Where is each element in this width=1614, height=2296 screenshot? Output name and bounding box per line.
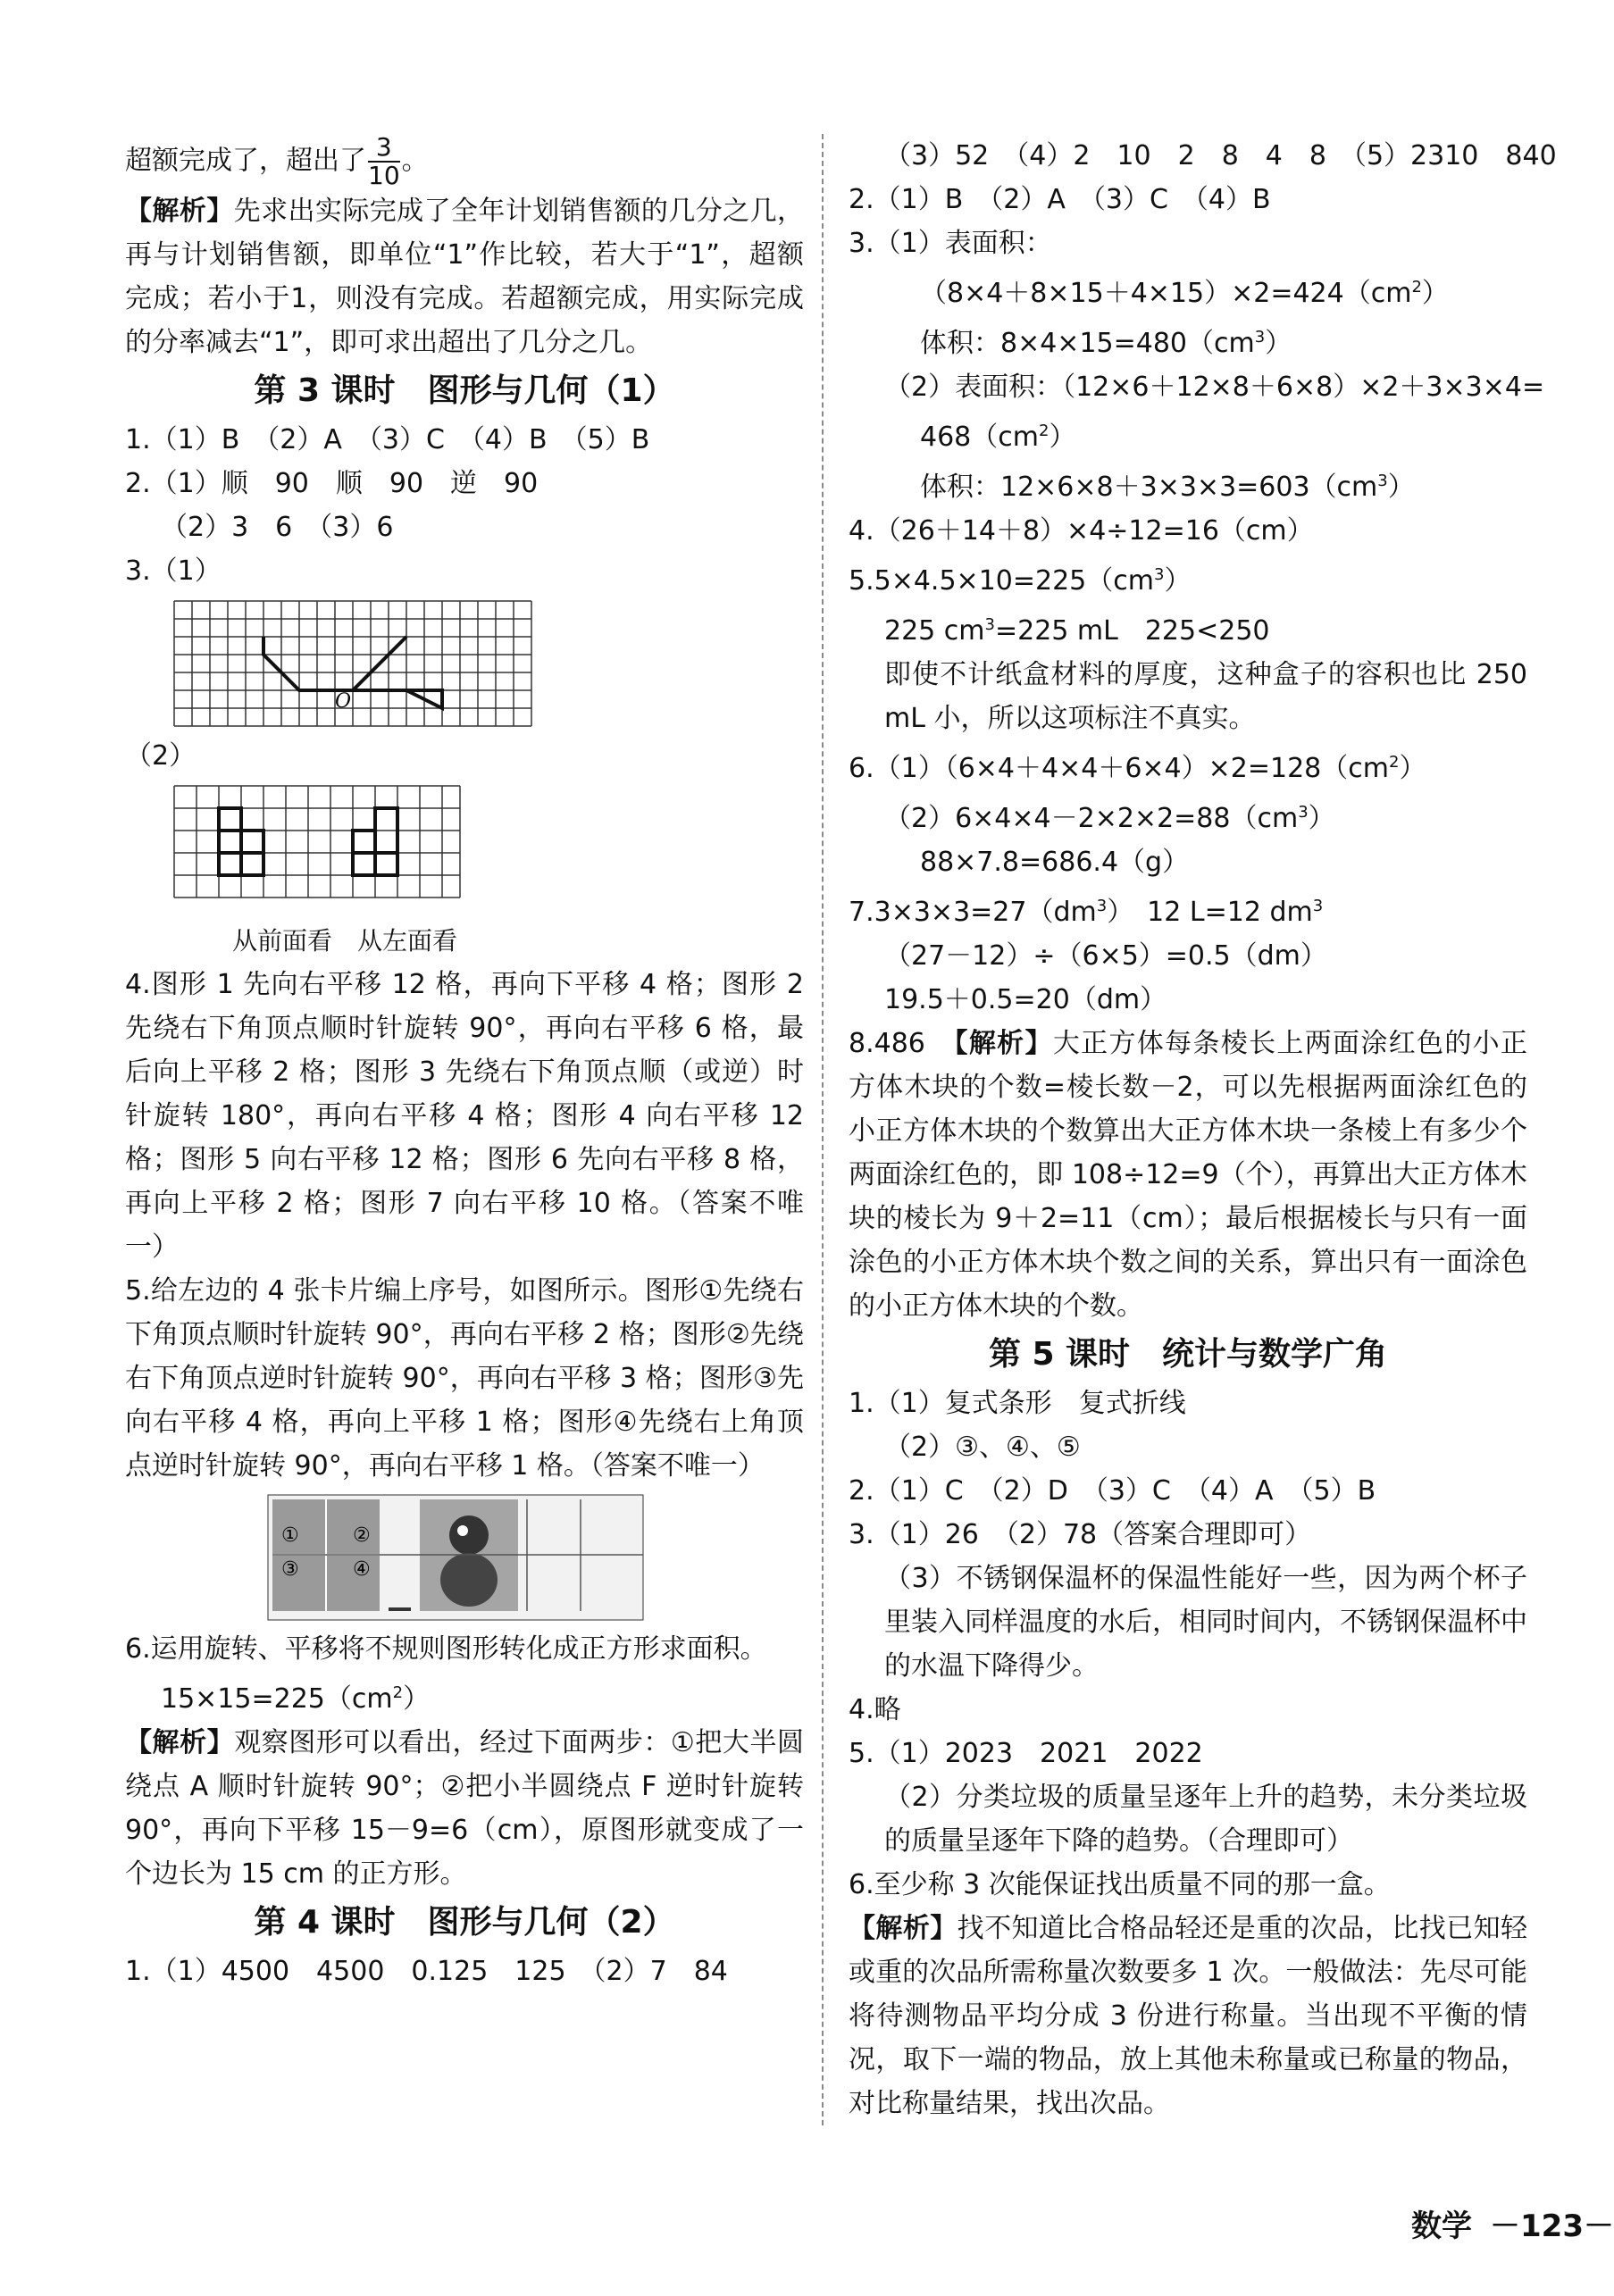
- r18: 19.5＋0.5=20（dm）: [884, 984, 1167, 1015]
- l5-q3a: 3.（1）26 （2）78（答案合理即可）: [849, 1519, 1312, 1550]
- page-footer: [1411, 2201, 1614, 2245]
- l5-q3b: （3）不锈钢保温杯的保温性能好一些，因为两个杯子里装入同样温度的水后，相同时间内，不锈钢保温杯中的水温下降得少。: [884, 1563, 1527, 1682]
- r7: $468(cm^2)$: [920, 422, 1076, 453]
- l5-q6-analysis: 【解析】找不知道比合格品轻还是重的次品，比找已知轻或重的次品所需称量次数要多 1 次。一般做法：先尽可能将待测物品平均分成 3 份进行称量。当出现不平衡的情况，取下一端的物品，放上其他未称量或已称量的物品，对比称量结果，找出次品。: [849, 1913, 1528, 2119]
- r9: 4.（26＋14＋8）×4÷12=16（cm）: [849, 515, 1314, 547]
- analysis-paragraph: 【解析】先求出实际完成了全年计划销售额的几分之几，再与计划销售额，即单位“1”作比较，若大于“1”，超额完成；若小于1，则没有完成。若超额完成，用实际完成的分率减去“1”，即可求出超出了几分之几。: [125, 196, 805, 358]
- intro-line: 超额完成了，超出了 $\frac{3}{10}$ 。: [125, 132, 429, 190]
- card-label-2: ②: [353, 1524, 371, 1547]
- r11: 225 $cm^3=225$ mL 225<250: [884, 615, 1270, 647]
- l5-q4: 4.略: [849, 1694, 901, 1725]
- right-column: [849, 134, 1557, 2125]
- l3-q6a: 6.运用旋转、平移将不规则图形转化成正方形求面积。: [125, 1633, 767, 1665]
- l3-q1: 1.（1）B （2）A （3）C （4）B （5）B: [125, 424, 650, 455]
- r1: （3）52 （4）2 10 2 8 4 8 （5）2310 840: [884, 140, 1557, 171]
- l3-q2a: 2.（1）顺 90 顺 90 逆 90: [125, 468, 539, 499]
- l5-q5a: 5.（1）2023 2021 2022: [849, 1738, 1203, 1769]
- point-o-label: O: [335, 690, 352, 713]
- l4-q1: 1.（1）4500 4500 0.125 125 （2）7 84: [125, 1956, 728, 1987]
- l5-q1b: （2）③、④、⑤: [884, 1432, 1081, 1463]
- card-label-4: ④: [353, 1558, 371, 1581]
- lesson4-title: 第 4 课时 图形与几何（2）: [254, 1904, 675, 1941]
- card-label-3: ③: [281, 1558, 299, 1581]
- l5-q2: 2.（1）C （2）D （3）C （4）A （5）B: [849, 1475, 1376, 1507]
- lesson5-title: 第 5 课时 统计与数学广角: [988, 1336, 1388, 1373]
- l3-q3b-label: （2）: [125, 740, 197, 772]
- fraction: $\frac{3}{10}$: [368, 132, 400, 190]
- r17: （27－12）÷（6×5）=0.5（dm）: [884, 940, 1327, 972]
- r8: 体积：$12\times 6\times 8+3\times 3\times 3=603(cm^3)$: [920, 472, 1415, 503]
- l5-q1a: 1.（1）复式条形 复式折线: [849, 1388, 1186, 1419]
- l3-q5: 5.给左边的 4 张卡片编上序号，如图所示。图形①先绕右下角顶点顺时针旋转 90°，再向右平移 2 格；图形②先绕右下角顶点逆时针旋转 90°，再向右平移 3 格；图形③先向右平移 4 格，再向上平移 1 格；图形④先绕右上角顶点逆时针旋转 90°，再向右平移 1 格。（答案不唯一）: [125, 1275, 804, 1482]
- r4: $(8\times 4+8\times 15+4\times 15)\times 2=424(cm^2)$: [920, 278, 1449, 309]
- lesson3-title: 第 3 课时 图形与几何（1）: [254, 372, 675, 409]
- r2: 2.（1）B （2）A （3）C （4）B: [849, 184, 1271, 215]
- l5-q6: 6.至少称 3 次能保证找出质量不同的那一盒。: [849, 1869, 1391, 1900]
- r16: $7.3\times 3\times 3=27(dm^3)$ 12 L=12 $dm^3$: [849, 897, 1324, 928]
- left-column: [125, 134, 804, 1993]
- view-grid: [170, 781, 464, 915]
- r19: 8.486 【解析】大正方体每条棱长上两面涂红色的小正方体木块的个数=棱长数－2，可以先根据两面涂红色的小正方体木块的个数算出大正方体木块一条棱上有多少个两面涂红色的，即 108÷12=9（个），再算出大正方体木块的棱长为 9＋2=11（cm）；最后根据棱长与只有一面涂色的小正方体木块个数之间的关系，算出只有一面涂色的小正方体木块的个数。: [849, 1028, 1527, 1322]
- rotation-grid: [170, 597, 545, 731]
- l3-q4: 4.图形 1 先向右平移 12 格，再向下平移 4 格；图形 2 先绕右下角顶点顺时针旋转 90°，再向右平移 6 格，最后向上平移 2 格；图形 3 先绕右下角顶点顺（或逆）时针旋转 180°，再向右平移 4 格；图形 4 向右平移 12 格；图形 5 向右平移 12 格；图形 6 先向右平移 8 格，再向上平移 2 格；图形 7 向右平移 10 格。（答案不唯一）: [125, 969, 804, 1263]
- subject-label: 数学: [1411, 2208, 1472, 2244]
- l5-q5b: （2）分类垃圾的质量呈逐年上升的趋势，未分类垃圾的质量呈逐年下降的趋势。（合理即可）: [884, 1782, 1527, 1857]
- view-caption: 从前面看 从左面看: [232, 926, 458, 956]
- r10: $5.5\times 4.5\times 10=225(cm^3)$: [849, 565, 1192, 597]
- r12: 即使不计纸盒材料的厚度，这种盒子的容积也比 250 mL 小，所以这项标注不真实。: [884, 659, 1527, 734]
- l3-q6-analysis: 【解析】观察图形可以看出，经过下面两步：①把大半圆绕点 A 顺时针旋转 90°；②把小半圆绕点 F 逆时针旋转 90°，再向下平移 15－9=6（cm），原图形就变成了一个边长为 15 cm 的正方形。: [125, 1727, 804, 1890]
- r5: 体积：$8\times 4\times 15=480(cm^3)$: [920, 328, 1292, 359]
- card-picture: [268, 1495, 643, 1620]
- l3-q2b: （2）3 6 （3）6: [161, 512, 394, 543]
- l3-q3-label: 3.（1）: [125, 555, 222, 587]
- card-label-1: ①: [281, 1524, 299, 1547]
- column-divider: [822, 134, 824, 2125]
- page-number: －123－: [1490, 2208, 1614, 2244]
- r3: 3.（1）表面积：: [849, 228, 1052, 259]
- r13: $6.(1)(6\times 4+4\times 4+6\times 4)\times 2=128(cm^2)$: [849, 753, 1426, 784]
- r14: $(2)6\times 4\times 4-2\times 2\times 2=88(cm^3)$: [884, 803, 1335, 834]
- r6: （2）表面积：（12×6＋12×8＋6×8）×2＋3×3×4=: [884, 372, 1545, 403]
- r15: 88×7.8=686.4（g）: [920, 847, 1190, 878]
- l3-q6b: $15\times 15=225(cm^2)$: [161, 1683, 431, 1715]
